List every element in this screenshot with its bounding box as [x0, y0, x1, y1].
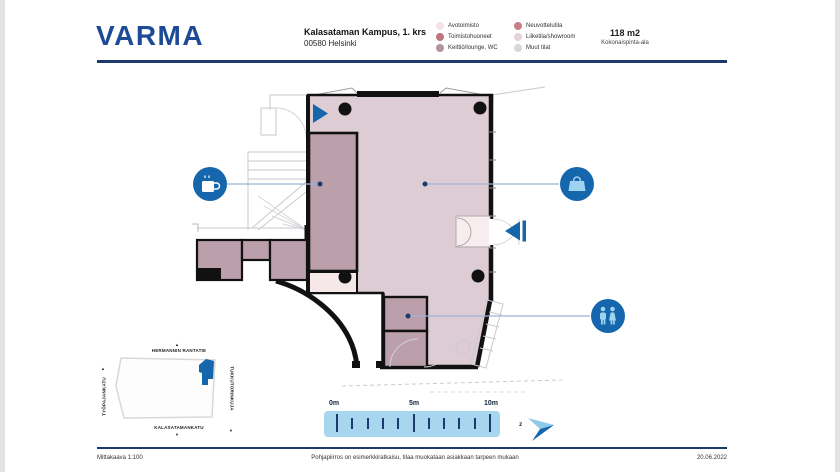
total-area-value: 118 m2: [609, 28, 641, 38]
coffee-mug-icon: [193, 167, 227, 201]
page-title: Kalasataman Kampus, 1. krs: [304, 27, 427, 37]
street-label-kalasatamankatu: KALASATAMANKATU: [154, 425, 204, 430]
street-label-tukkutorinkuja: TUKKUTORINKUJA: [229, 366, 235, 411]
scale-bar: [324, 411, 500, 437]
footer-date-text: 20.06.2022: [696, 455, 727, 461]
page-subtitle: 00580 Helsinki: [304, 39, 357, 48]
minimap-arrow-left-street: ▲: [101, 366, 105, 371]
legend-label: Avotoimisto: [448, 23, 479, 29]
scale-label-0m: 0m: [329, 400, 340, 407]
north-label: z: [519, 421, 523, 428]
legend-label: Toimistohuoneet: [448, 34, 492, 40]
street-label-hermannin-rantatie: HERMANNIN RANTATIE: [151, 348, 207, 353]
rooms-bottom-left: [197, 240, 307, 280]
shopping-bag-icon: [560, 167, 594, 201]
minimap-block: [116, 358, 215, 418]
legend-label: Neuvottelutila: [526, 23, 563, 29]
legend-label: Liiketila/showroom: [526, 34, 576, 40]
street-label-tyopajankatu: TYÖPAJANKATU: [101, 377, 107, 416]
scale-label-10m: 10m: [483, 400, 498, 407]
legend-label: Keittiö/lounge, WC: [448, 45, 498, 51]
minimap-arrow-right-street: ▼: [229, 428, 233, 433]
minimap-arrow-up: ▲: [175, 342, 179, 347]
footer-scale-text: Mittakaava 1:100: [97, 455, 143, 461]
varma-logo: VARMA: [96, 20, 205, 51]
minimap-arrow-down: ▼: [175, 432, 179, 437]
room-kitchen-lounge: [309, 133, 357, 271]
north-arrow-icon: [528, 418, 554, 441]
total-area-label: Kokonaispinta-ala: [601, 40, 649, 46]
room-wc-stack: [384, 297, 427, 367]
scale-label-5m: 5m: [408, 400, 420, 407]
legend-label: Muut tilat: [526, 45, 551, 51]
restroom-icon: [591, 299, 625, 333]
footer-note-text: Pohjapiirros on esimerkkiratkaisu, tilaa muokataan asiakkaan tarpeen mukaan: [311, 455, 519, 461]
